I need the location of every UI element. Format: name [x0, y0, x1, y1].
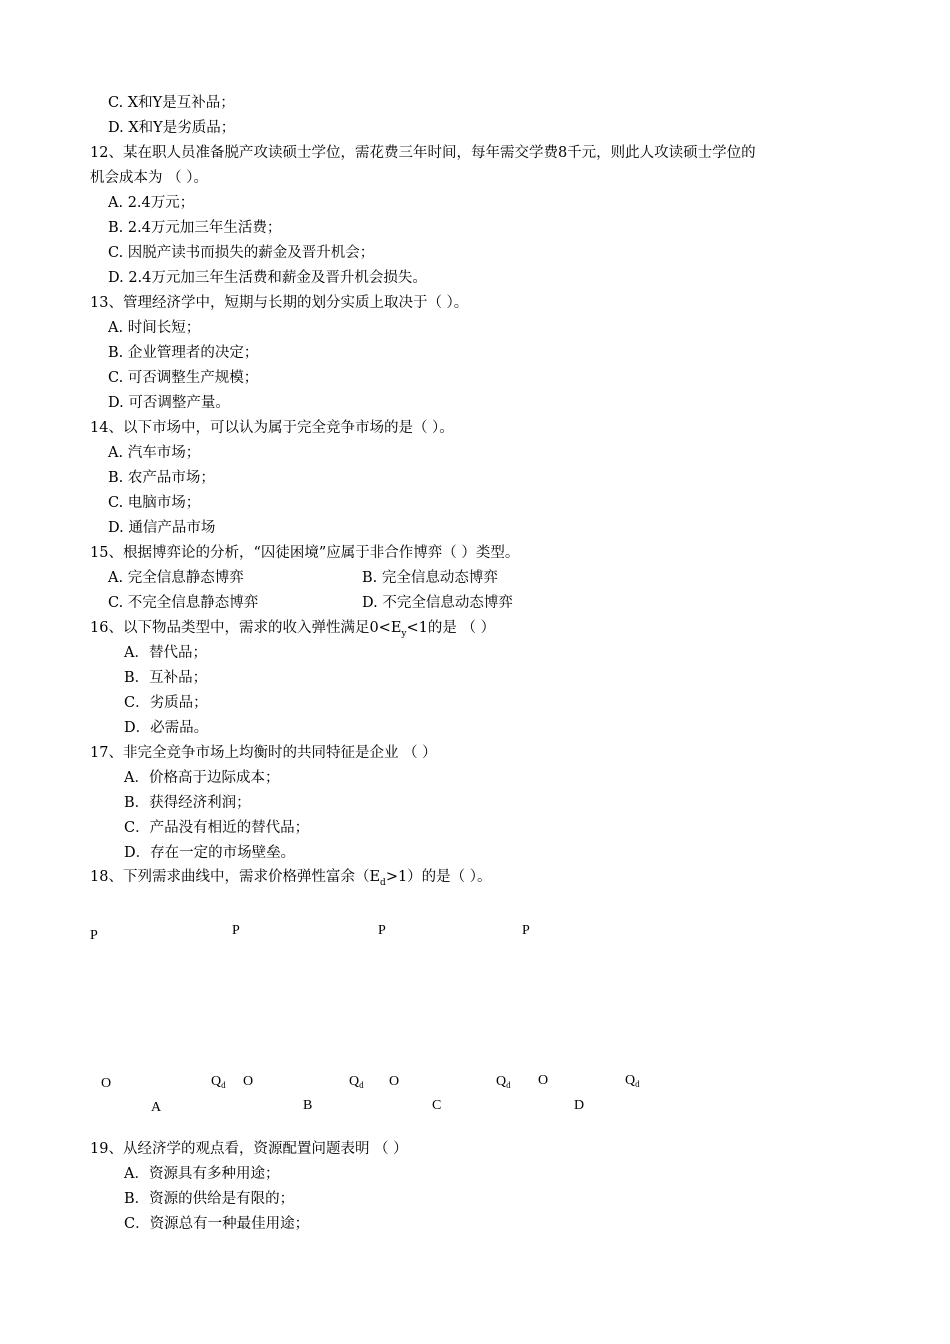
q15-option-d: D. 不完全信息动态博弈 [362, 595, 513, 611]
graph-b-p-label: P [232, 923, 240, 938]
q13-option-c: C. 可否调整生产规模； [108, 370, 259, 386]
q12-option-d: D. 2.4万元加三年生活费和薪金及晋升机会损失。 [108, 270, 427, 286]
graph-d-p-label: P [522, 923, 530, 938]
q11-option-d: D. X和Y是劣质品； [108, 120, 236, 136]
q17-option-b: B．获得经济利润； [124, 795, 251, 811]
q14-option-a: A. 汽车市场； [108, 445, 201, 461]
q13-stem: 13、管理经济学中，短期与长期的划分实质上取决于（ ）。 [90, 295, 469, 311]
graph-d-name: D [574, 1098, 585, 1113]
q19-option-b: B．资源的供给是有限的； [124, 1191, 295, 1207]
graph-a-name: A [151, 1100, 162, 1115]
q12-option-b: B. 2.4万元加三年生活费； [108, 220, 282, 236]
graph-d-q-sub: d [635, 1079, 640, 1089]
graph-c-q-label [496, 1074, 511, 1093]
q17-option-a: A．价格高于边际成本； [124, 770, 280, 786]
q18-stem-sub: d [380, 878, 386, 888]
q16-option-b: B．互补品； [124, 670, 208, 686]
q18-stem-post: >1）的是（ ）。 [385, 869, 492, 885]
q12-option-a: A. 2.4万元； [108, 195, 195, 211]
q15-option-a: A. 完全信息静态博弈 [108, 570, 244, 586]
q14-stem: 14、以下市场中，可以认为属于完全竞争市场的是（ ）。 [90, 420, 454, 436]
graph-c-q-letter: Q [496, 1074, 507, 1089]
graph-a-origin-label: O [101, 1076, 112, 1091]
graph-b-q-label [349, 1074, 364, 1093]
q12-option-c: C. 因脱产读书而损失的薪金及晋升机会； [108, 245, 375, 261]
graph-d-origin-label: O [538, 1073, 549, 1088]
q14-option-c: C. 电脑市场； [108, 495, 201, 511]
q15-stem: 15、根据博弈论的分析，“囚徒困境”应属于非合作博弈（ ）类型。 [90, 545, 520, 561]
q18-stem [90, 867, 492, 889]
graph-b-name: B [303, 1098, 313, 1113]
graph-c-origin-label: O [389, 1074, 400, 1089]
q16-stem-post: <1的是 （ ） [406, 620, 496, 636]
q17-option-d: D．存在一定的市场壁垒。 [124, 845, 296, 861]
q11-option-c: C. X和Y是互补品； [108, 95, 235, 111]
graph-a-q-label [211, 1074, 226, 1093]
graph-c-q-sub: d [506, 1080, 511, 1090]
graph-b-origin-label: O [243, 1074, 254, 1089]
q18-stem-pre: 18、下列需求曲线中，需求价格弹性富余（E [90, 869, 381, 885]
q19-stem: 19、从经济学的观点看，资源配置问题表明 （ ） [90, 1141, 408, 1157]
q16-stem-sub: y [401, 629, 407, 639]
graph-a-q-sub: d [221, 1080, 226, 1090]
q14-option-d: D. 通信产品市场 [108, 520, 216, 536]
graph-a-p-label: P [90, 928, 98, 943]
q16-option-c: C．劣质品； [124, 695, 208, 711]
q14-option-b: B. 农产品市场； [108, 470, 215, 486]
graph-a-q-letter: Q [211, 1074, 222, 1089]
graph-c-p-label: P [378, 923, 386, 938]
graph-d-q-label [625, 1073, 640, 1092]
graph-c-name: C [432, 1098, 442, 1113]
q16-stem-pre: 16、以下物品类型中，需求的收入弹性满足0<E [90, 620, 402, 636]
q12-stem-line1: 12、某在职人员准备脱产攻读硕士学位，需花费三年时间，每年需交学费8千元，则此人攻读硕士学位的 [90, 145, 756, 161]
q13-option-a: A. 时间长短； [108, 320, 201, 336]
q13-option-b: B. 企业管理者的决定； [108, 345, 259, 361]
graph-d-q-letter: Q [625, 1073, 636, 1088]
q16-option-d: D．必需品。 [124, 720, 209, 736]
q12-stem-line2: 机会成本为 （ ）。 [90, 170, 208, 186]
q15-option-b: B. 完全信息动态博弈 [362, 570, 498, 586]
q19-option-a: A．资源具有多种用途； [124, 1166, 280, 1182]
q17-option-c: C．产品没有相近的替代品； [124, 820, 310, 836]
q15-option-c: C. 不完全信息静态博弈 [108, 595, 259, 611]
graph-b-q-sub: d [359, 1080, 364, 1090]
q17-stem: 17、非完全竞争市场上均衡时的共同特征是企业 （ ） [90, 745, 437, 761]
q16-option-a: A．替代品； [124, 645, 207, 661]
q13-option-d: D. 可否调整产量。 [108, 395, 230, 411]
graph-b-q-letter: Q [349, 1074, 360, 1089]
q19-option-c: C．资源总有一种最佳用途； [124, 1216, 310, 1232]
q16-stem [90, 618, 495, 640]
